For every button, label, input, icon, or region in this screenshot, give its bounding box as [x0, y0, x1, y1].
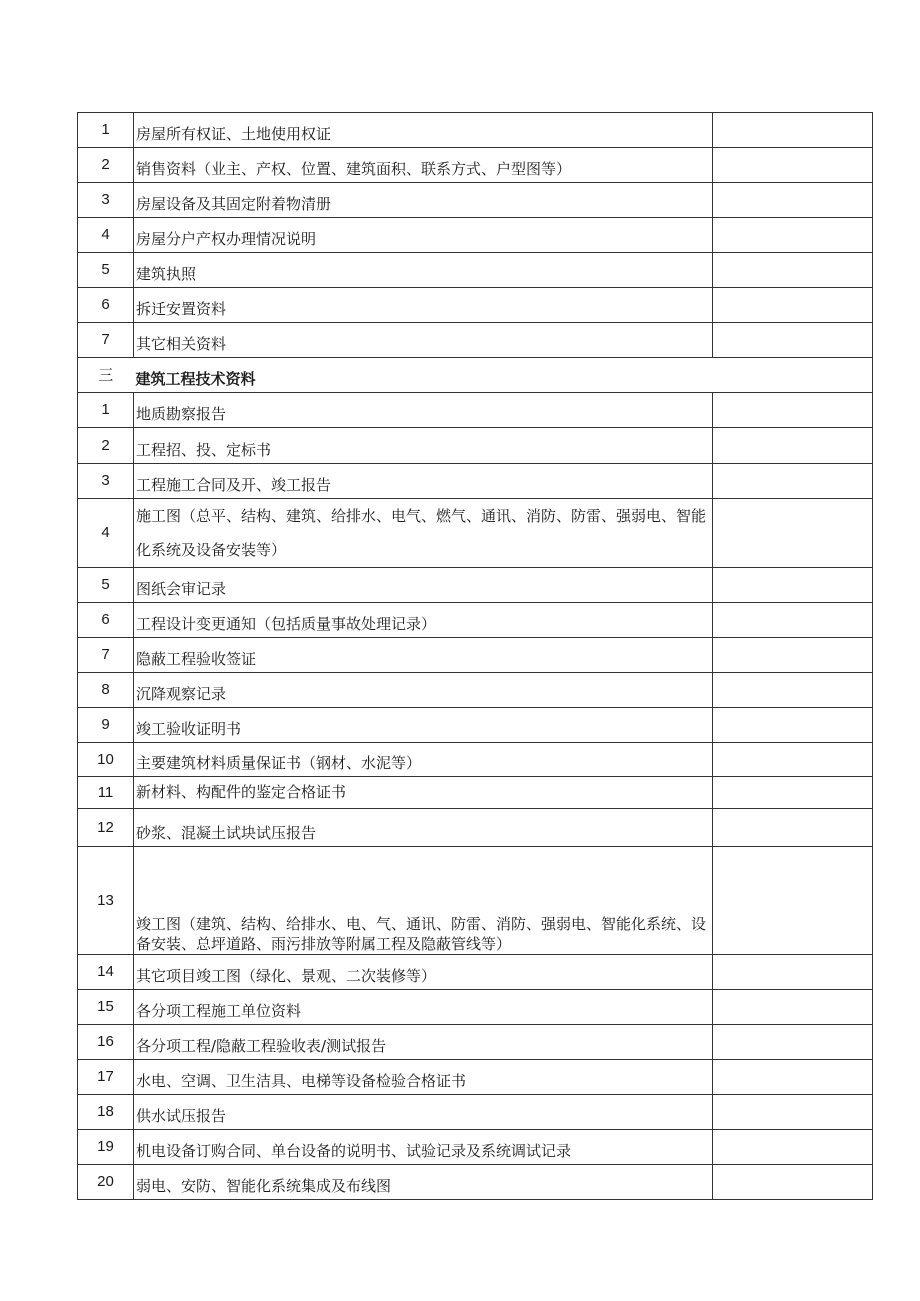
section-number: 三: [78, 358, 134, 393]
row-number: 4: [78, 218, 134, 253]
row-status-cell: [713, 393, 873, 428]
row-description: 砂浆、混凝土试块试压报告: [134, 809, 713, 847]
row-description: 房屋分户产权办理情况说明: [134, 218, 713, 253]
table-row: [78, 1095, 873, 1130]
table-row: [78, 183, 873, 218]
row-number: 19: [78, 1130, 134, 1165]
row-description: 地质勘察报告: [134, 393, 713, 428]
row-description: 沉降观察记录: [134, 673, 713, 708]
table-row: [78, 1130, 873, 1165]
row-status-cell: [713, 113, 873, 148]
row-number: 14: [78, 955, 134, 990]
row-status-cell: [713, 323, 873, 358]
row-status-cell: [713, 253, 873, 288]
row-description: 竣工图（建筑、结构、给排水、电、气、通讯、防雷、消防、强弱电、智能化系统、设备安装、总坪道路、雨污排放等附属工程及隐蔽管线等）: [134, 847, 713, 955]
row-status-cell: [713, 183, 873, 218]
row-number: 2: [78, 148, 134, 183]
row-description: 其它项目竣工图（绿化、景观、二次装修等）: [134, 955, 713, 990]
table-row: [78, 218, 873, 253]
row-status-cell: [713, 148, 873, 183]
row-description: 隐蔽工程验收签证: [134, 638, 713, 673]
row-number: 15: [78, 990, 134, 1025]
table-row: [78, 638, 873, 673]
row-status-cell: [713, 673, 873, 708]
row-status-cell: [713, 955, 873, 990]
row-status-cell: [713, 1130, 873, 1165]
table-row: [78, 743, 873, 777]
row-number: 17: [78, 1060, 134, 1095]
row-description: 其它相关资料: [134, 323, 713, 358]
row-description: 竣工验收证明书: [134, 708, 713, 743]
row-number: 11: [78, 777, 134, 809]
table-row: [78, 708, 873, 743]
table-row: [78, 323, 873, 358]
table-row: [78, 673, 873, 708]
row-number: 8: [78, 673, 134, 708]
row-description: 各分项工程施工单位资料: [134, 990, 713, 1025]
table-row: [78, 568, 873, 603]
section-header-row: [78, 358, 873, 393]
row-description: 拆迁安置资料: [134, 288, 713, 323]
table-row: [78, 288, 873, 323]
row-number: 6: [78, 603, 134, 638]
row-number: 18: [78, 1095, 134, 1130]
row-number: 5: [78, 253, 134, 288]
row-description: 建筑执照: [134, 253, 713, 288]
row-number: 16: [78, 1025, 134, 1060]
table-row: [78, 148, 873, 183]
table-row: [78, 955, 873, 990]
table-row: [78, 603, 873, 638]
row-description: 销售资料（业主、产权、位置、建筑面积、联系方式、户型图等）: [134, 148, 713, 183]
table-row: [78, 428, 873, 464]
row-status-cell: [713, 428, 873, 464]
row-description: 弱电、安防、智能化系统集成及布线图: [134, 1165, 713, 1200]
table-row: [78, 990, 873, 1025]
row-number: 3: [78, 183, 134, 218]
row-description: 房屋所有权证、土地使用权证: [134, 113, 713, 148]
row-status-cell: [713, 499, 873, 568]
table-row: [78, 393, 873, 428]
row-description: 各分项工程/隐蔽工程验收表/测试报告: [134, 1025, 713, 1060]
row-number: 5: [78, 568, 134, 603]
table-row: [78, 253, 873, 288]
row-status-cell: [713, 288, 873, 323]
row-number: 20: [78, 1165, 134, 1200]
row-number: 4: [78, 499, 134, 568]
table-row: [78, 499, 873, 568]
row-status-cell: [713, 218, 873, 253]
row-description: 水电、空调、卫生洁具、电梯等设备检验合格证书: [134, 1060, 713, 1095]
table-row: [78, 464, 873, 499]
row-number: 10: [78, 743, 134, 777]
table-row: [78, 809, 873, 847]
row-number: 9: [78, 708, 134, 743]
row-description: 施工图（总平、结构、建筑、给排水、电气、燃气、通讯、消防、防雷、强弱电、智能化系统及设备安装等）: [134, 499, 713, 568]
row-number: 3: [78, 464, 134, 499]
row-description: 主要建筑材料质量保证书（钢材、水泥等）: [134, 743, 713, 777]
row-status-cell: [713, 777, 873, 809]
row-number: 12: [78, 809, 134, 847]
row-description: 机电设备订购合同、单台设备的说明书、试验记录及系统调试记录: [134, 1130, 713, 1165]
row-status-cell: [713, 1025, 873, 1060]
table-row: [78, 1165, 873, 1200]
row-number: 2: [78, 428, 134, 464]
row-status-cell: [713, 847, 873, 955]
row-number: 6: [78, 288, 134, 323]
table-row: [78, 777, 873, 809]
row-status-cell: [713, 638, 873, 673]
row-description: 供水试压报告: [134, 1095, 713, 1130]
row-status-cell: [713, 1165, 873, 1200]
table-row: [78, 1060, 873, 1095]
table-row: [78, 847, 873, 955]
row-status-cell: [713, 603, 873, 638]
row-description: 图纸会审记录: [134, 568, 713, 603]
row-status-cell: [713, 464, 873, 499]
table-row: [78, 1025, 873, 1060]
section-title: 建筑工程技术资料: [134, 358, 873, 393]
row-number: 1: [78, 113, 134, 148]
row-description: 工程设计变更通知（包括质量事故处理记录）: [134, 603, 713, 638]
row-status-cell: [713, 568, 873, 603]
table-row: [78, 113, 873, 148]
row-description: 工程招、投、定标书: [134, 428, 713, 464]
row-description: 新材料、构配件的鉴定合格证书: [134, 777, 713, 809]
row-number: 7: [78, 638, 134, 673]
row-number: 13: [78, 847, 134, 955]
row-status-cell: [713, 1060, 873, 1095]
row-status-cell: [713, 1095, 873, 1130]
row-status-cell: [713, 990, 873, 1025]
row-description: 工程施工合同及开、竣工报告: [134, 464, 713, 499]
row-number: 7: [78, 323, 134, 358]
document-checklist-table: [77, 112, 873, 1200]
row-status-cell: [713, 809, 873, 847]
row-description: 房屋设备及其固定附着物清册: [134, 183, 713, 218]
row-number: 1: [78, 393, 134, 428]
row-status-cell: [713, 708, 873, 743]
row-status-cell: [713, 743, 873, 777]
